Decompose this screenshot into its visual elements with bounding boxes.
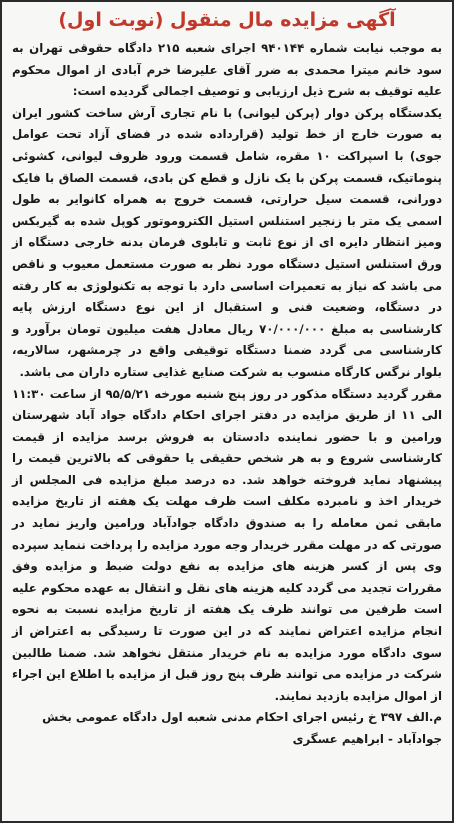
signature-line-2: جوادآباد - ابراهیم عسگری <box>292 732 442 746</box>
notice-body <box>12 38 442 707</box>
terms-paragraph: مقرر گردید دستگاه مذکور در روز پنج شنبه مورخه ۹۵/۵/۲۱ از ساعت ۱۱:۳۰ الی ۱۱ از طریق مزایده در دفتر اجرای احکام دادگاه جواد آباد شهرستان ورامین و با حضور نماینده دادستان به فروش برسد مزایده از قیمت کارشناسی شروع و به هر شخص حقیقی یا حقوقی که بالاترین قیمت را پیشنهاد نماید فروخته خواهد شد. ده درصد مبلغ مزایده فی المجلس از خریدار اخذ و نامبرده مکلف است ظرف مهلت یک هفته از تاریخ مزایده مابقی ثمن معامله را به صندوق دادگاه جوادآباد ورامین واریز نماید در صورتی که در مهلت مقرر خریدار وجه مورد مزایده را پرداخت ننماید سپرده وی پس از کسر هزینه های مزایده به نفع دولت ضبط و مزایده وفق مقررات تجدید می گردد کلیه هزینه های نقل و انتقال به عهده محکوم علیه است طرفین می توانند ظرف یک هفته از تاریخ مزایده نسبت به نحوه انجام مزایده اعتراض نمایند که در این صورت تا رسیدگی به اعتراض از سوی دادگاه مورد مزایده به نام خریدار منتقل نخواهد شد. ضمنا طالبین شرکت در مزایده می توانند ظرف پنج روز قبل از مزایده با اطلاع این اجراء از اموال مزایده بازدید نمایند. <box>12 386 443 703</box>
intro-paragraph: به موجب نیابت شماره ۹۴۰۱۴۴ اجرای شعبه ۲۱۵ دادگاه حقوقی تهران به سود خانم میترا محمدی به ضرر آقای علیرضا خرم آبادی از اموال محکوم علیه توقیف به شرح ذیل ارزیابی و توصیف اجمالی گردیده است: <box>12 41 442 99</box>
notice-title: آگهی مزایده مال منقول (نوبت اول) <box>58 9 396 31</box>
title-bar <box>12 8 442 32</box>
signature-line-1: م.الف ۳۹۷ خ رئیس اجرای احکام مدنی شعبه اول دادگاه عمومی بخش <box>42 710 442 725</box>
description-paragraph: یکدستگاه پرکن دوار (پرکن لیوانی) با نام تجاری آرش ساخت کشور ایران به صورت خارج از خط تولید (قرارداده شده در فضای آزاد تحت عوامل جوی) با اسپراکت ۱۰ مقره، شامل قسمت ورود ظروف لیوانی، کشوئی پنوماتیک، قسمت پرکن با یک نازل و قطع کن بادی، قسمت الصاق با فایک دورانی، قسمت سیل حرارتی، قسمت خروج به همراه کانوایر به طول اسمی یک متر با زنجیر استنلس استیل الکتروموتور کوپل شده به گیربکس ومیز انتظار دایره ای از نوع ثابت و تابلوی فرمان بدنه خارجی دستگاه از ورق استنلس استیل دستگاه مورد نظر به صورت مستعمل معیوب و ناقص می باشد که نیاز به تعمیرات اساسی دارد با توجه به تکنولوژی به کار رفته در دستگاه، وضعیت فنی و استقبال از این نوع دستگاه ارزش پایه کارشناسی به مبلغ ۷۰/۰۰۰/۰۰۰ ریال معادل هفت میلیون تومان برآورد و کارشناسی می گردد ضمنا دستگاه توقیفی واقع در چرمشهر، سالاریه، بلوار نرگس کارگاه منسوب به شرکت صنایع غذایی ستاره داران می باشد. <box>12 105 442 379</box>
